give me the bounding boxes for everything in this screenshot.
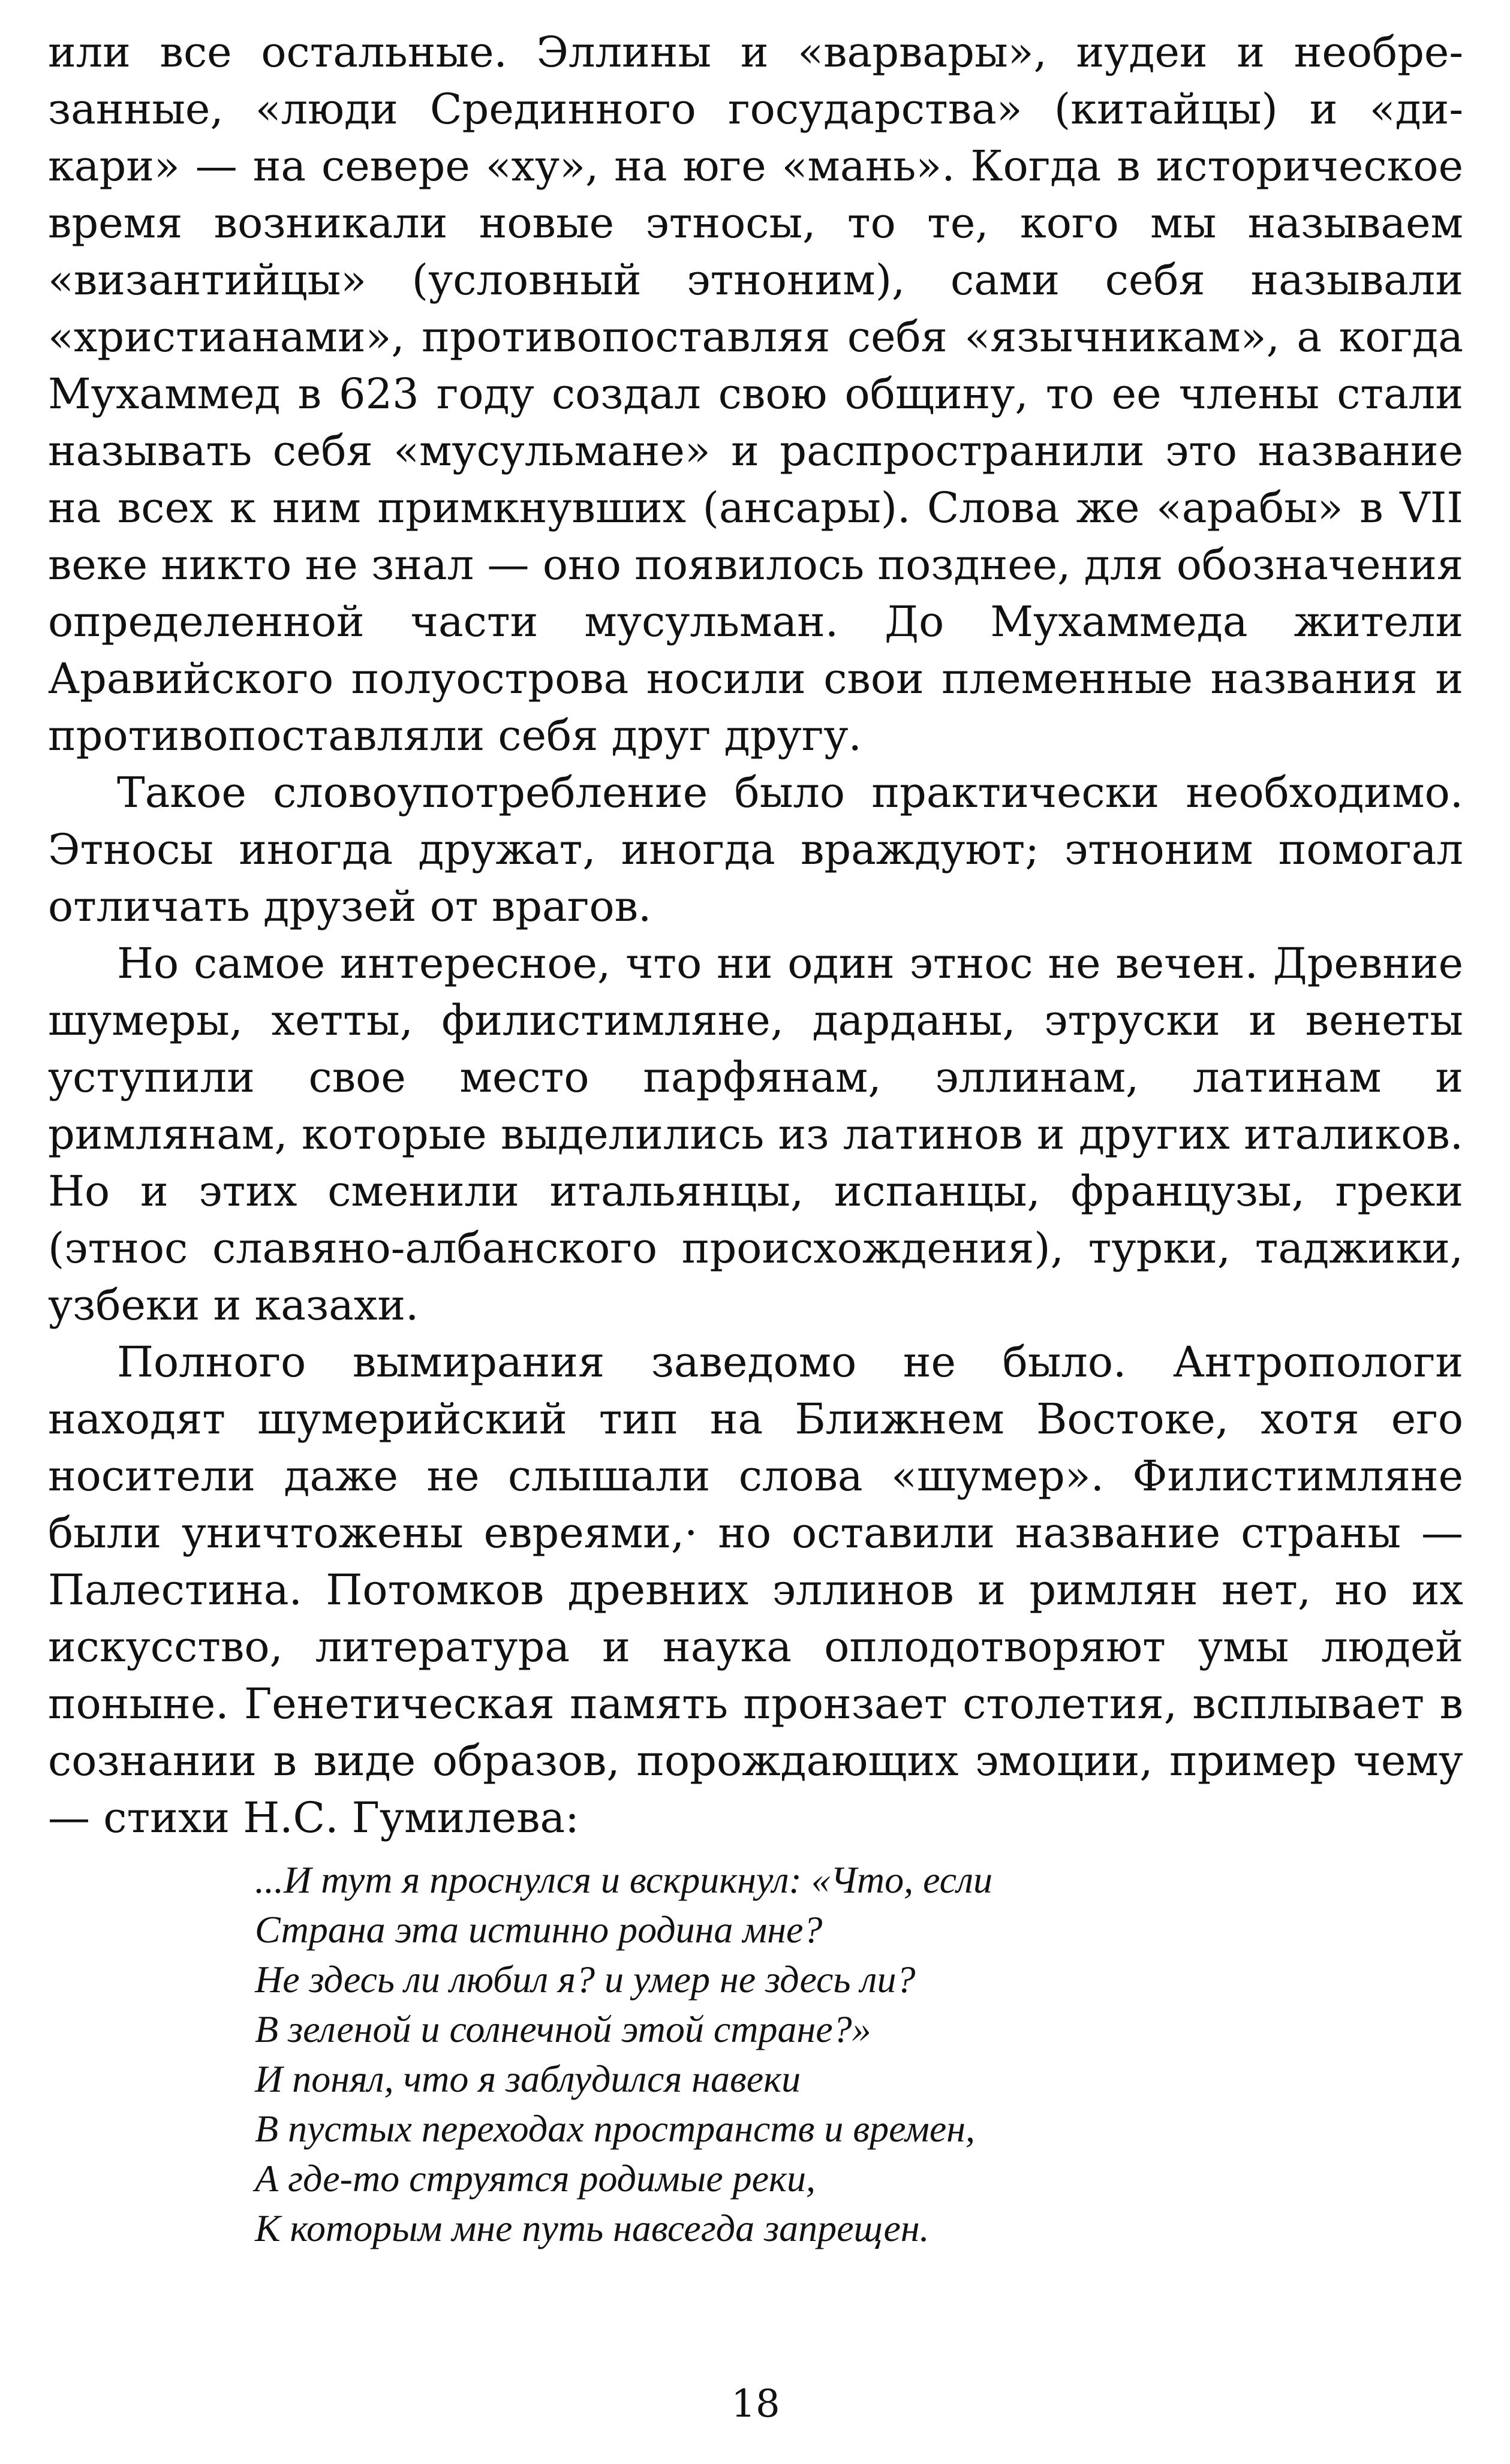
- poem-line-2: Страна эта истинно родина мне?: [255, 1908, 823, 1951]
- poem-line-4: В зеленой и солнечной этой стране?»: [255, 2008, 871, 2050]
- poem-line-1: ...И тут я проснулся и вскрикнул: «Что, если: [255, 1858, 992, 1901]
- paragraph-1: или все остальные. Эллины и «варвары», иудеи и необрезанные, «люди Срединного государства» (китайцы) и «дикари» — на севере «ху», на юге «мань». Когда в историческое время возникали новые этносы, то те, кого мы называем «византийцы» (условный этноним), сами себя называли «христианами», противопоставляя себя «язычникам», а когда Мухаммед в 623 году создал свою общину, то ее члены стали называть себя «мусульмане» и распространили это название на всех к ним примкнувших (ансары). Слова же «арабы» в VII веке никто не знал — оно появилось позднее, для обозначения определенной части мусульман. До Мухаммеда жители Аравийского полуострова носили свои племенные названия и противопоставляли себя друг другу.: [48, 28, 1463, 760]
- poem-line-5: И понял, что я заблудился навеки: [255, 2058, 801, 2100]
- poem-line-6: В пустых переходах пространств и времен,: [255, 2107, 975, 2150]
- poem-line-8: К которым мне путь навсегда запрещен.: [255, 2207, 930, 2249]
- poem-line-3: Не здесь ли любил я? и умер не здесь ли?: [255, 1958, 916, 2001]
- book-page: [48, 24, 1463, 2440]
- poem-quote: [255, 1855, 1463, 2253]
- paragraph-3: Но самое интересное, что ни один этнос не вечен. Древние шумеры, хетты, филистимляне, дарданы, этруски и венеты уступили свое место парфянам, эллинам, латинам и римлянам, которые выделились из латинов и других италиков. Но и этих сменили итальянцы, испанцы, французы, греки (этнос славяно-албанского происхождения), турки, таджики, узбеки и казахи.: [48, 939, 1463, 1330]
- page-number: 18: [731, 2382, 780, 2426]
- paragraph-4: Полного вымирания заведомо не было. Антропологи находят шумерийский тип на Ближнем Востоке, хотя его носители даже не слышали слова «шумер». Филистимляне были уничтожены евреями,· но оставили название страны — Палестина. Потомков древних эллинов и римлян нет, но их искусство, литература и наука оплодотворяют умы людей поныне. Генетическая память пронзает столетия, всплывает в сознании в виде образов, порождающих эмоции, пример чему — стихи Н.С. Гумилева:: [48, 1338, 1463, 1842]
- paragraph-2: Такое словоупотребление было практически необходимо. Этносы иногда дружат, иногда враждуют; этноним помогал отличать друзей от врагов.: [48, 768, 1463, 931]
- body-text: [48, 24, 1463, 1847]
- poem-line-7: А где-то струятся родимые реки,: [255, 2157, 816, 2200]
